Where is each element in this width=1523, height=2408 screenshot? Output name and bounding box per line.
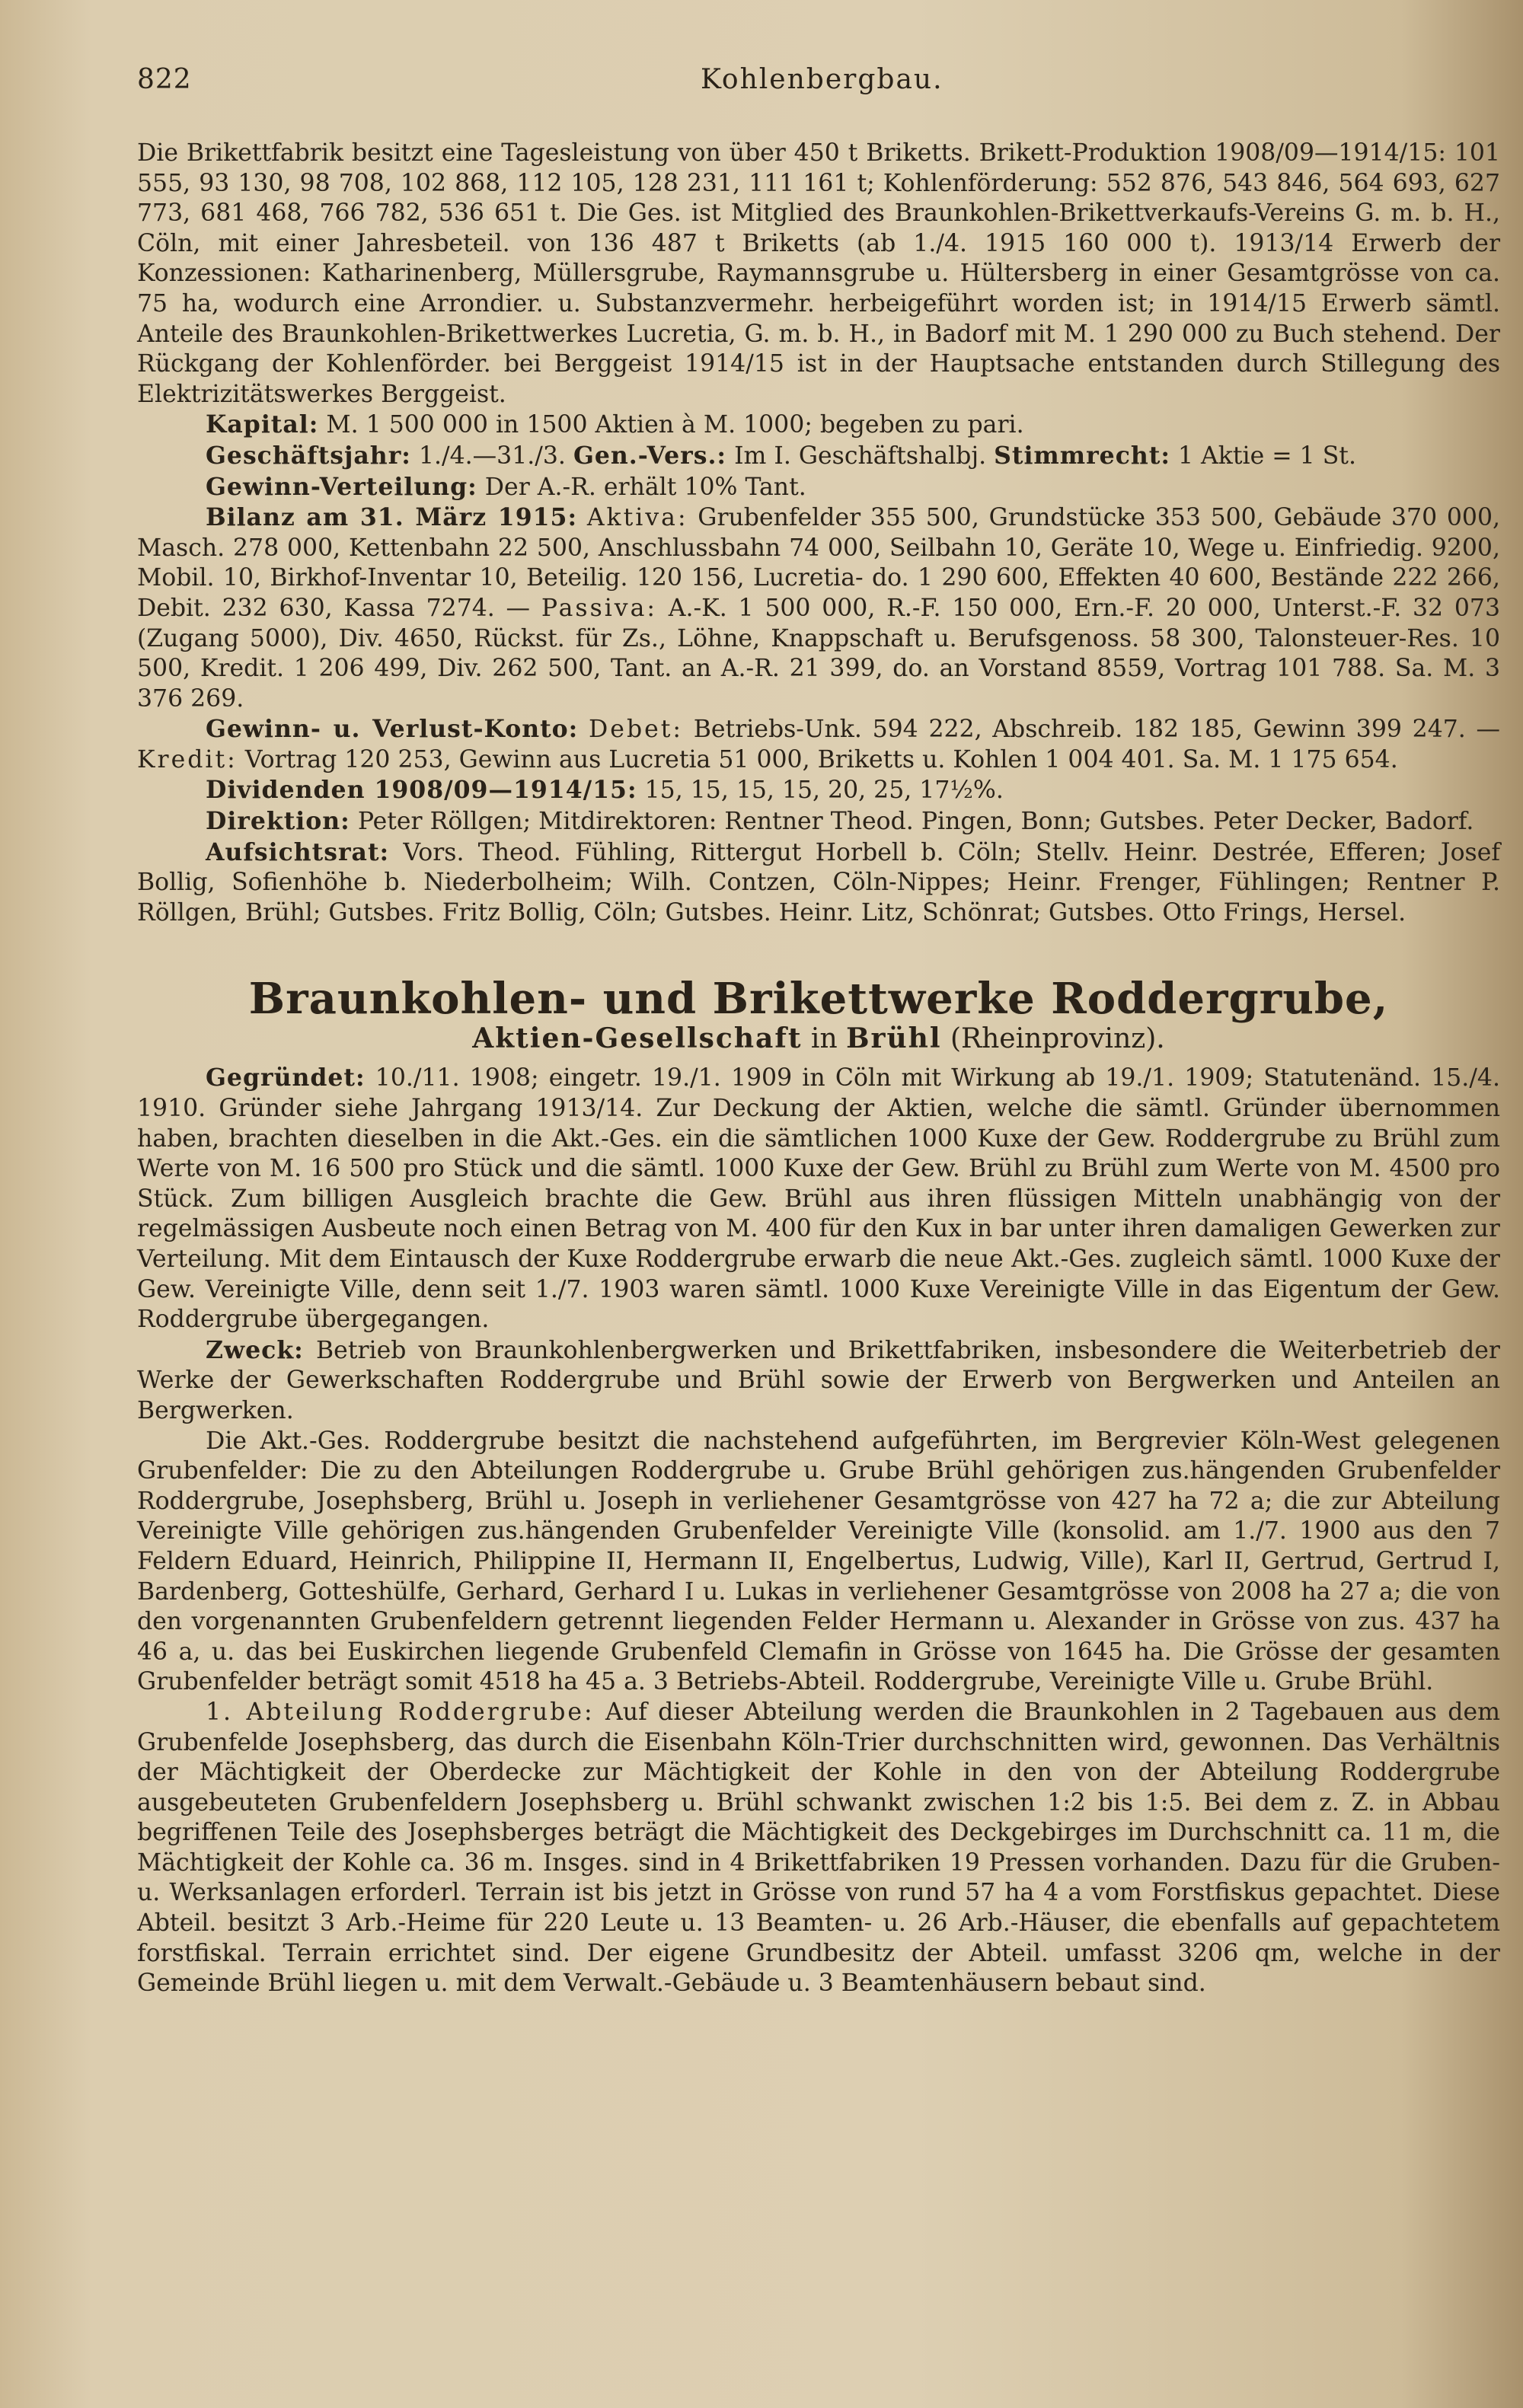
guv-label: Gewinn- u. Verlust-Konto: — [206, 715, 579, 744]
company-form: Aktien-Gesellschaft — [472, 1022, 803, 1055]
page-body — [137, 139, 1500, 1999]
company-entry-roddergrube — [137, 975, 1500, 1998]
aufsichtsrat-label: Aufsichtsrat: — [206, 837, 390, 866]
genvers-text: Im I. Geschäftshalbj. — [726, 442, 995, 470]
abteilung1-label: 1. Abteilung Roddergrube: — [206, 1698, 595, 1726]
kapital-label: Kapital: — [206, 410, 319, 439]
geschaeftsjahr-text: 1./4.—31./3. — [410, 442, 573, 470]
bilanz-paragraph — [137, 502, 1500, 714]
company-region: (Rheinprovinz). — [941, 1023, 1165, 1055]
zweck-label: Zweck: — [206, 1335, 304, 1364]
direktion-text: Peter Röllgen; Mitdirektoren: Rentner Theod. Pingen, Bonn; Gutsbes. Peter Decker, Badorf. — [350, 808, 1474, 836]
direktion-label: Direktion: — [206, 807, 350, 836]
company-title: Braunkohlen- und Brikettwerke Roddergrube, — [248, 974, 1389, 1025]
aufsichtsrat-text: Vors. Theod. Fühling, Rittergut Horbell b. Cöln; Stellv. Heinr. Destrée, Efferen; Josef Bollig, Sofienhöhe b. Niederbolheim; Wilh. Contzen, Cöln-Nippes; Heinr. Frenger, Fühlingen; Rentner P. Röllgen, Brühl; Gutsbes. Fritz Bollig, Cöln; Gutsbes. Heinr. Litz, Schönrat; Gutsbes. Otto Frings, Hersel. — [137, 838, 1500, 927]
gegruendet-label: Gegründet: — [206, 1064, 366, 1092]
gegruendet-paragraph — [137, 1063, 1500, 1335]
guv-paragraph — [137, 714, 1500, 775]
dividenden-paragraph — [137, 775, 1500, 806]
stimmrecht-text: 1 Aktie = 1 St. — [1170, 442, 1356, 470]
kapital-text: M. 1 500 000 in 1500 Aktien à M. 1000; begeben zu pari. — [318, 411, 1024, 439]
passiva-label: Passiva: — [541, 594, 657, 622]
zweck-text: Betrieb von Braunkohlenbergwerken und Brikettfabriken, insbesondere die Weiterbetrieb der Werke der Gewerkschaften Roddergrube und Brühl sowie der Erwerb von Bergwerken und Anteilen an Bergwerken. — [137, 1336, 1500, 1424]
gewinnverteilung-text: Der A.-R. erhält 10% Tant. — [477, 473, 806, 501]
gewinnverteilung-label: Gewinn-Verteilung: — [206, 472, 477, 501]
running-title: Kohlenbergbau. — [701, 64, 943, 95]
kapital-paragraph — [137, 410, 1500, 441]
abteilung1-paragraph — [137, 1698, 1500, 1999]
kredit-text: Vortrag 120 253, Gewinn aus Lucretia 51 000, Briketts u. Kohlen 1 004 401. Sa. M. 1 175 654. — [237, 745, 1398, 773]
company-subtitle — [137, 1022, 1500, 1055]
passiva-text: A.-K. 1 500 000, R.-F. 150 000, Ern.-F. 20 000, Unterst.-F. 32 073 (Zugang 5000), Div. 4650, Rückst. für Zs., Löhne, Knappschaft u. Berufsgenoss. 58 300, Talonsteuer-Res. 10 500, Kredit. 1 206 499, Div. 262 500, Tant. an A.-R. 21 399, do. an Vorstand 8559, Vortrag 101 788. Sa. M. 3 376 269. — [137, 594, 1500, 713]
genvers-label: Gen.-Vers.: — [573, 441, 727, 470]
dividenden-label: Dividenden 1908/09—1914/15: — [206, 776, 637, 805]
aktiva-text: Grubenfelder 355 500, Grundstücke 353 500, Gebäude 370 000, Masch. 278 000, Kettenbahn 22 500, Anschlussbahn 74 000, Seilbahn 10, Geräte 10, Wege u. Einfriedig. 9200, Mobil. 10, Birkhof-Inventar 10, Beteilig. 120 156, Lucretia- do. 1 290 600, Effekten 40 600, Bestände 222 266, Debit. 232 630, Kassa 7274. — — [137, 504, 1500, 622]
geschaeftsjahr-paragraph — [137, 441, 1500, 472]
page-header — [137, 64, 1477, 110]
company-place: Brühl — [846, 1022, 942, 1055]
intro-paragraph: Die Brikettfabrik besitzt eine Tagesleistung von über 450 t Briketts. Brikett-Produktion 1908/09—1914/15: 101 555, 93 130, 98 708, 102 868, 112 105, 128 231, 111 161 t; Kohlenförderung: 552 876, 543 846, 564 693, 627 773, 681 468, 766 782, 536 651 t. Die Ges. ist Mitglied des Braunkohlen-Brikettverkaufs-Vereins G. m. b. H., Cöln, mit einer Jahresbeteil. von 136 487 t Briketts (ab 1./4. 1915 160 000 t). 1913/14 Erwerb der Konzessionen: Katharinenberg, Müllersgrube, Raymannsgrube u. Hültersberg in einer Gesamtgrösse von ca. 75 ha, wodurch eine Arrondier. u. Substanzvermehr. herbeigeführt worden ist; in 1914/15 Erwerb sämtl. Anteile des Braunkohlen-Brikettwerkes Lucretia, G. m. b. H., in Badorf mit M. 1 290 000 zu Buch stehend. Der Rückgang der Kohlenförder. bei Berggeist 1914/15 ist in der Hauptsache entstanden durch Stillegung des Elektrizitätswerkes Berggeist. — [137, 139, 1500, 408]
grubenfelder-paragraph: Die Akt.-Ges. Roddergrube besitzt die nachstehend aufgeführten, im Bergrevier Köln-West gelegenen Grubenfelder: Die zu den Abteilungen Roddergrube u. Grube Brühl gehörigen zus.hängenden Grubenfelder Roddergrube, Josephsberg, Brühl u. Joseph in verliehener Gesamtgrösse von 427 ha 72 a; die zur Abteilung Vereinigte Ville gehörigen zus.hängenden Grubenfelder Vereinigte Ville (konsolid. am 1./7. 1900 aus den 7 Feldern Eduard, Heinrich, Philippine II, Hermann II, Engelbertus, Ludwig, Ville), Karl II, Gertrud, Gertrud I, Bardenberg, Gotteshülfe, Gerhard, Gerhard I u. Lukas in verliehener Gesamtgrösse von 2008 ha 27 a; die von den vorgenannten Grubenfeldern getrennt liegenden Felder Hermann u. Alexander in Grösse von zus. 437 ha 46 a, u. das bei Euskirchen liegende Grubenfeld Clemafin in Grösse von 1645 ha. Die Grösse der gesamten Grubenfelder beträgt somit 4518 ha 45 a. 3 Betriebs-Abteil. Roddergrube, Vereinigte Ville u. Grube Brühl. — [137, 1427, 1500, 1696]
stimmrecht-label: Stimmrecht: — [994, 441, 1170, 470]
abteilung1-text: Auf dieser Abteilung werden die Braunkohlen in 2 Tagebauen aus dem Grubenfelde Josephsberg, das durch die Eisenbahn Köln-Trier durchschnitten wird, gewonnen. Das Verhältnis der Mächtigkeit der Oberdecke zur Mächtigkeit der Kohle in den von der Abteilung Roddergrube ausgebeuteten Grubenfeldern Josephsberg u. Brühl schwankt zwischen 1:2 bis 1:5. Bei dem z. Z. in Abbau begriffenen Teile des Josephsberges beträgt die Mächtigkeit des Deckgebirges im Durchschnitt ca. 11 m, die Mächtigkeit der Kohle ca. 36 m. Insges. sind in 4 Brikettfabriken 19 Pressen vorhanden. Dazu für die Gruben- u. Werksanlagen erforderl. Terrain ist bis jetzt in Grösse von rund 57 ha 4 a vom Forstfiskus gepachtet. Diese Abteil. besitzt 3 Arb.-Heime für 220 Leute u. 13 Beamten- u. 26 Arb.-Häuser, die ebenfalls auf gepachtetem forstfiskal. Terrain errichtet sind. Der eigene Grundbesitz der Abteil. umfasst 3206 qm, welche in der Gemeinde Brühl liegen u. mit dem Verwalt.-Gebäude u. 3 Beamtenhäusern bebaut sind. — [137, 1698, 1500, 1998]
geschaeftsjahr-label: Geschäftsjahr: — [206, 441, 411, 470]
gegruendet-text: 10./11. 1908; eingetr. 19./1. 1909 in Cöln mit Wirkung ab 19./1. 1909; Statutenänd. 15./4. 1910. Gründer siehe Jahrgang 1913/14. Zur Deckung der Aktien, welche die sämtl. Gründer übernommen haben, brachten dieselben in die Akt.-Ges. ein die sämtlichen 1000 Kuxe der Gew. Roddergrube zu Brühl zum Werte von M. 16 500 pro Stück und die sämtl. 1000 Kuxe der Gew. Brühl zu Brühl zum Werte von M. 4500 pro Stück. Zum billigen Ausgleich brachte die Gew. Brühl aus ihren flüssigen Mitteln unabhängig von der regelmässigen Ausbeute noch einen Betrag von M. 400 für den Kux in bar unter ihren damaligen Gewerken zur Verteilung. Mit dem Eintausch der Kuxe Roddergrube erwarb die neue Akt.-Ges. zugleich sämtl. 1000 Kuxe der Gew. Vereinigte Ville, denn seit 1./7. 1903 waren sämtl. 1000 Kuxe Vereinigte Ville in das Eigentum der Gew. Roddergrube übergegangen. — [137, 1064, 1500, 1334]
page-number: 822 — [137, 64, 192, 95]
gewinnverteilung-paragraph — [137, 472, 1500, 503]
bilanz-label: Bilanz am 31. März 1915: — [206, 503, 578, 532]
zweck-paragraph — [137, 1335, 1500, 1427]
kredit-label: Kredit: — [137, 745, 238, 773]
direktion-paragraph — [137, 806, 1500, 837]
aktiva-label: Aktiva: — [586, 504, 688, 532]
company-subtitle-in: in — [802, 1023, 847, 1055]
dividenden-text: 15, 15, 15, 15, 20, 25, 17½%. — [637, 777, 1004, 805]
aufsichtsrat-paragraph — [137, 837, 1500, 929]
debet-text: Betriebs-Unk. 594 222, Abschreib. 182 185, Gewinn 399 247. — — [683, 716, 1501, 744]
company-entry-berggeist — [137, 139, 1500, 928]
debet-label: Debet: — [589, 716, 684, 744]
